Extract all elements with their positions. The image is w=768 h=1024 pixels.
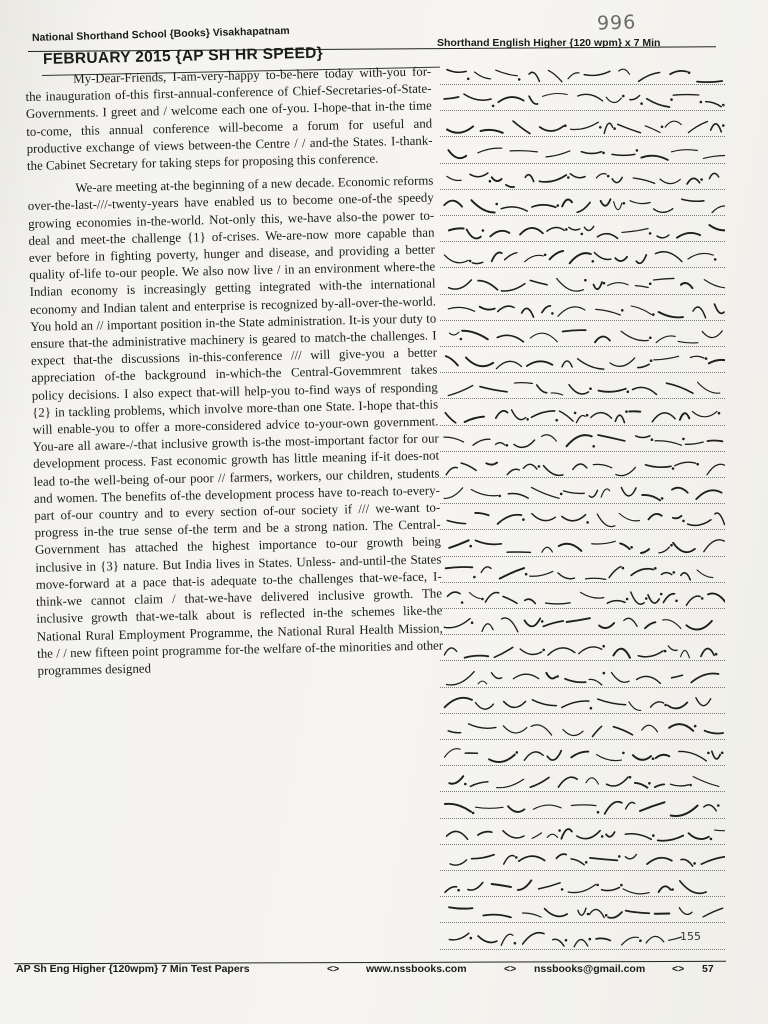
shorthand-outlines (440, 507, 725, 533)
shorthand-outlines (440, 769, 725, 795)
shorthand-line (440, 114, 725, 140)
shorthand-line (440, 429, 725, 455)
shorthand-line (440, 769, 725, 795)
footer-email: nssbooks@gmail.com (534, 963, 646, 975)
footer-separator: <> (504, 963, 517, 975)
passage-text (25, 63, 444, 679)
header-school-name: National Shorthand School {Books} Visakhapatnam (31, 24, 290, 44)
shorthand-line (440, 167, 725, 193)
paragraph-1: My-Dear-Friends, I-am-very-happy to-be-here today with-you for-the inauguration of-this first-annual-conference of Chief-Secretaries-of-State-Governments. I greet and / welcome each one of-you. I-hope-that in-the time to-come, this annual conference will-become a forum for useful and productive exchange of views between-the Centre / / and-the States. I-thank-the Cabinet Secretary for taking steps for proposing this conference. (25, 64, 433, 173)
shorthand-outlines (440, 62, 725, 88)
shorthand-outlines (440, 848, 725, 874)
shorthand-outlines (440, 324, 725, 350)
shorthand-outlines (440, 612, 725, 638)
shorthand-outlines (440, 900, 725, 926)
header-speed-info: Shorthand English Higher {120 wpm} x 7 Min (437, 37, 661, 49)
shorthand-line (440, 534, 725, 560)
shorthand-outlines (440, 534, 725, 560)
shorthand-line (440, 874, 725, 900)
shorthand-line (440, 691, 725, 717)
shorthand-outlines (440, 245, 725, 271)
shorthand-line (440, 796, 725, 822)
shorthand-outlines (440, 272, 725, 298)
shorthand-line (440, 743, 725, 769)
shorthand-line (440, 560, 725, 586)
shorthand-outlines (440, 298, 725, 324)
footer-separator: <> (327, 963, 340, 975)
shorthand-line (440, 245, 725, 271)
shorthand-outlines (440, 796, 725, 822)
shorthand-outlines (440, 743, 725, 769)
shorthand-line (440, 193, 725, 219)
shorthand-line (440, 900, 725, 926)
shorthand-outlines (440, 586, 725, 612)
shorthand-line (440, 481, 725, 507)
shorthand-line (440, 717, 725, 743)
shorthand-outlines (440, 691, 725, 717)
shorthand-line (440, 927, 725, 953)
shorthand-line (440, 88, 725, 114)
shorthand-line (440, 272, 725, 298)
shorthand-line (440, 62, 725, 88)
handwritten-page-number: 996 (596, 11, 637, 35)
shorthand-outlines (440, 455, 725, 481)
shorthand-line (440, 298, 725, 324)
shorthand-line (440, 219, 725, 245)
shorthand-line (440, 638, 725, 664)
footer-website: www.nssbooks.com (366, 963, 467, 975)
paragraph-2: We-are meeting at-the beginning of a new decade. Economic reforms over-the-last-///-twenty-years have enabled us to become one-of-the speedy growing economies in-the-world. Not-only this, we-have also-the power to-deal and meet-the challenge {1} of-crises. We-are-now more capable than ever before in fighting poverty, hunger and disease, and providing a better quality of-life to-our people. We also now live / in an environment where-the Indian economy is increasingly getting integrated with-the international economy and Indian talent and enterprise is recognized by-all-over-the-world. You hold an // important position in-the State administration. It-is your duty to ensure that-the administrative machinery is geared to match-the challenges. I expect that-the discussions in-this-conference /// will give-you a better appreciation of-the background in-which-the Central-Govemmrent takes policy decisions. I also expect that-will help-you to-find ways of responding {2} in tackling problems, which involve more-than one State. I-hope that-this will enable-you to offer a more-considered advice to-your-own government. You-are all aware-/-that inclusive growth is-the most-important factor for our development process. Fast economic growth has little meaning if-it does-not lead to-the well-being of-our poor // farmers, workers, our children, students and women. The benefits of-the development process have to-reach to-every-part of-our country and to every section of-our society if /// we-want to-progress in-the true sense of-the term and be a strong nation. The Central-Government has attached the highest importance to-our growth being inclusive in {3} nature. But India lives in States. Unless- and-until-the States move-forward at a pace that-is adequate to-the challenges that-we-face, I-think-we cannot claim / that-we-have delivered inclusive growth. The inclusive growth that-we-talk about is reflected in-the schemes like-the National Rural Employment Programme, the National Rural Health Mission, the / / new fifteen point programme for-the welfare of-the minorities and other programmes designed (27, 173, 444, 678)
shorthand-line (440, 507, 725, 533)
shorthand-line (440, 141, 725, 167)
shorthand-line (440, 822, 725, 848)
shorthand-outlines (440, 167, 725, 193)
shorthand-outlines (440, 665, 725, 691)
footer-separator: <> (672, 963, 685, 975)
shorthand-line (440, 848, 725, 874)
shorthand-outlines (440, 114, 725, 140)
shorthand-outlines (440, 219, 725, 245)
shorthand-outlines (440, 88, 725, 114)
shorthand-outlines (440, 638, 725, 664)
shorthand-column (440, 62, 730, 952)
page-title: FEBRUARY 2015 {AP SH HR SPEED} (42, 44, 324, 68)
shorthand-word-count: 155 (680, 929, 701, 943)
shorthand-outlines (440, 403, 725, 429)
shorthand-line (440, 403, 725, 429)
shorthand-line (440, 324, 725, 350)
footer-page-number: 57 (702, 963, 714, 975)
footer-book-title: AP Sh Eng Higher {120wpm} 7 Min Test Papers (16, 963, 250, 975)
shorthand-outlines (440, 429, 725, 455)
shorthand-outlines (440, 481, 725, 507)
shorthand-outlines (440, 193, 725, 219)
shorthand-line (440, 376, 725, 402)
shorthand-line (440, 665, 725, 691)
shorthand-outlines (440, 376, 725, 402)
shorthand-line (440, 350, 725, 376)
shorthand-line (440, 586, 725, 612)
shorthand-line (440, 612, 725, 638)
shorthand-outlines (440, 350, 725, 376)
shorthand-outlines (440, 822, 725, 848)
shorthand-line (440, 455, 725, 481)
shorthand-outlines (440, 141, 725, 167)
shorthand-outlines (440, 717, 725, 743)
shorthand-outlines (440, 874, 725, 900)
shorthand-outlines (440, 560, 725, 586)
